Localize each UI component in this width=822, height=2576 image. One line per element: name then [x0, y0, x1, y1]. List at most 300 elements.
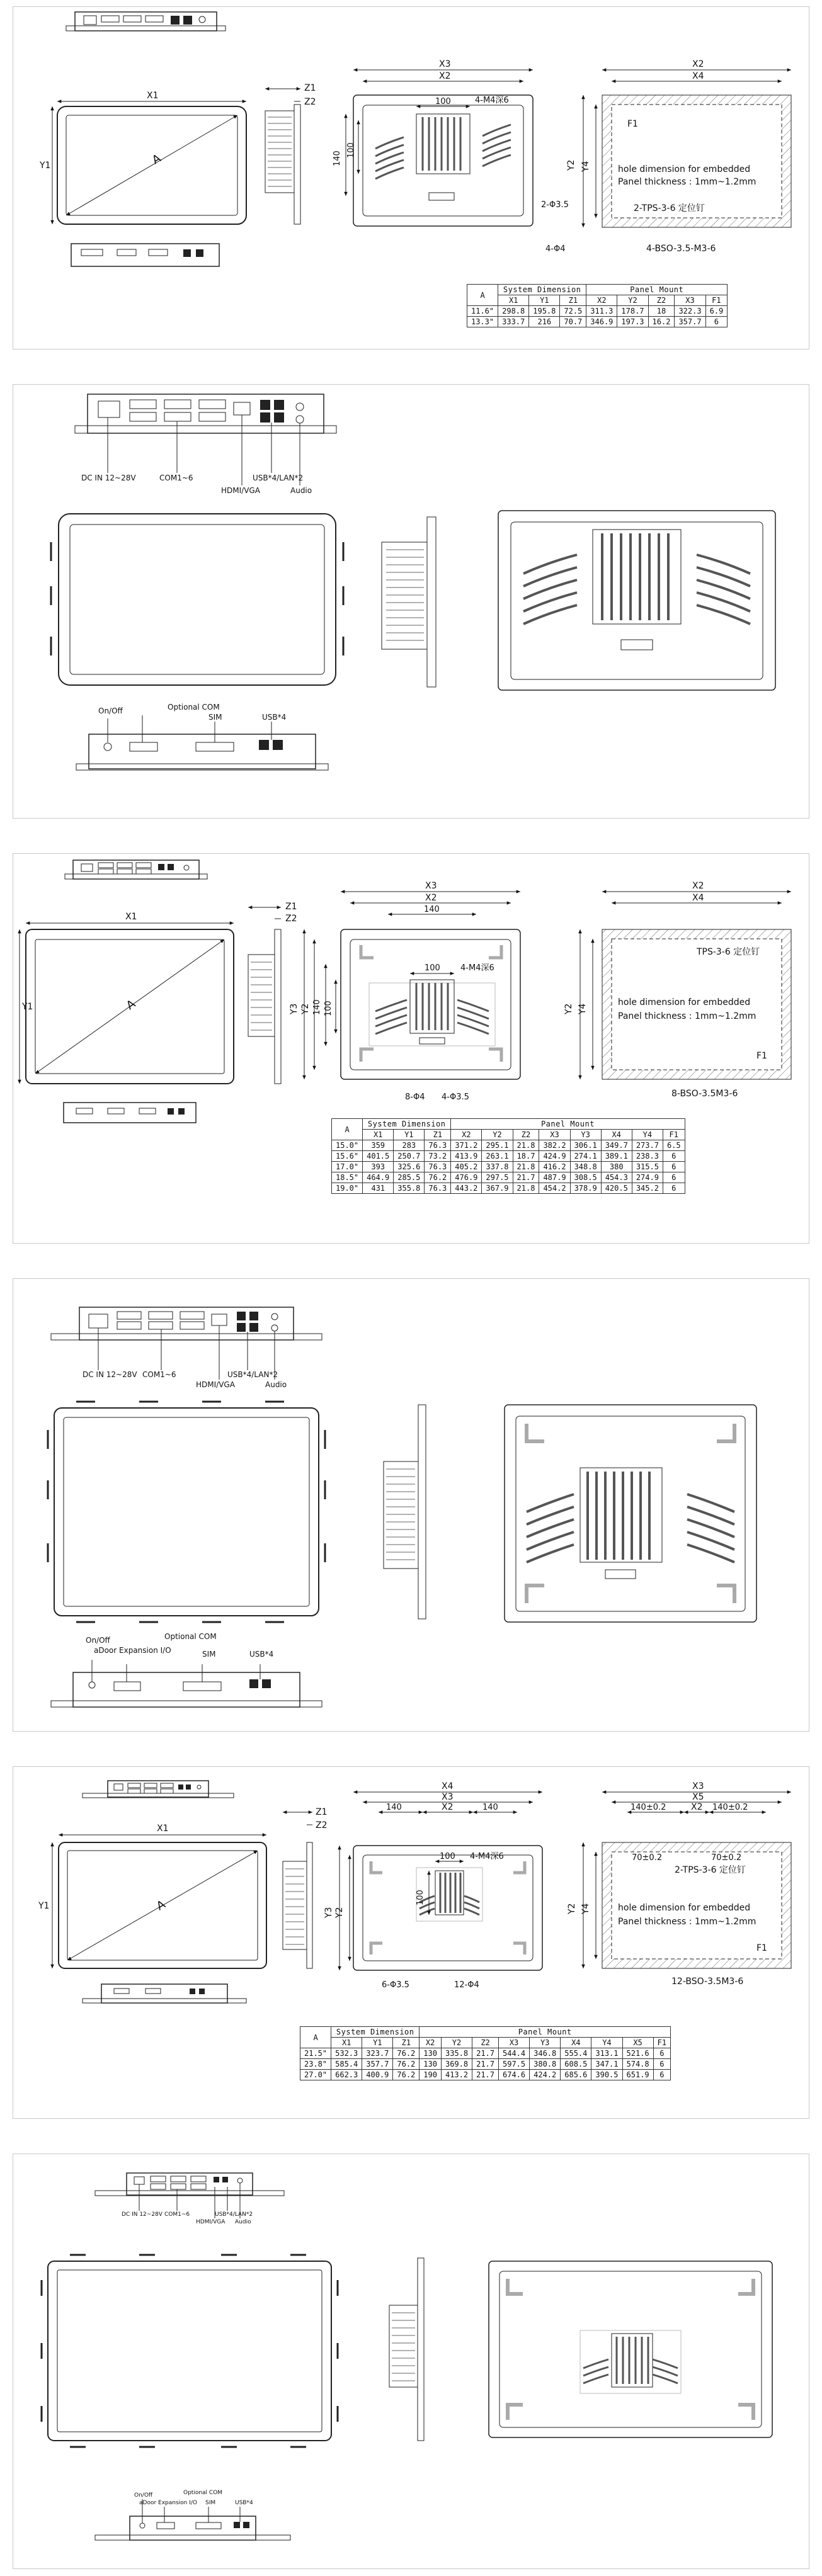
- d100v-label: 100: [324, 1001, 333, 1016]
- z1-label: Z1: [285, 902, 297, 912]
- cell: 574.8: [622, 2059, 653, 2070]
- x4-label: X4: [442, 1781, 454, 1791]
- label-audio: Audio: [265, 1380, 287, 1389]
- view-drawing-2: [13, 385, 810, 819]
- col-a: A: [467, 285, 498, 306]
- x1-label: X1: [147, 91, 159, 101]
- cell: 17.0": [332, 1162, 363, 1172]
- col-header: X3: [499, 2038, 530, 2048]
- group-panel-mount: Panel Mount: [451, 1119, 685, 1130]
- bso-label: 12-BSO-3.5M3-6: [671, 1977, 744, 1987]
- cell: 6: [653, 2059, 670, 2070]
- drawing-panel-6: [13, 2153, 809, 2569]
- side-view: [382, 517, 436, 687]
- cell: 178.7: [617, 306, 648, 317]
- front-view: [48, 1402, 325, 1622]
- col-header: Y1: [362, 2038, 393, 2048]
- cell: 15.0": [332, 1140, 363, 1151]
- cell: 21.8: [513, 1183, 539, 1194]
- f1-label: F1: [756, 1943, 767, 1953]
- m4-label: 4-M4深6: [460, 963, 494, 973]
- cell: 190: [420, 2070, 442, 2080]
- panel-cutout: [564, 881, 791, 1099]
- z2-label: Z2: [304, 97, 316, 107]
- cell: 382.2: [539, 1140, 570, 1151]
- bso-label: 8-BSO-3.5M3-6: [671, 1089, 738, 1099]
- group-system-dimension: System Dimension: [498, 285, 586, 295]
- p140b-label: 140±0.2: [712, 1803, 748, 1812]
- side-view: [265, 83, 316, 224]
- label-on-off: On/Off: [98, 706, 123, 715]
- cell: 371.2: [451, 1140, 482, 1151]
- cell: 597.5: [499, 2059, 530, 2070]
- col-header: X3: [675, 295, 705, 306]
- d140b-label: 140: [482, 1803, 498, 1812]
- x3-label: X3: [425, 881, 437, 891]
- cell: 608.5: [561, 2059, 591, 2070]
- col-header: Z2: [513, 1130, 539, 1140]
- cell: 323.7: [362, 2048, 393, 2059]
- cell: 73.2: [425, 1151, 451, 1162]
- d140v-label: 140: [333, 150, 342, 166]
- cell: 263.1: [482, 1151, 513, 1162]
- label-dc-in: DC IN 12~28V: [122, 2211, 163, 2218]
- cell: 283: [394, 1140, 425, 1151]
- d100-label: 100: [435, 97, 451, 106]
- cell: 345.2: [632, 1183, 663, 1194]
- table-row: [467, 306, 728, 317]
- col-header: X2: [420, 2038, 442, 2048]
- cell: 72.5: [560, 306, 586, 317]
- drawing-panel-2: [13, 384, 809, 819]
- io-panel-top: [83, 1781, 234, 1798]
- cell: 21.8: [513, 1162, 539, 1172]
- col-header: F1: [663, 1130, 685, 1140]
- cell: 544.4: [499, 2048, 530, 2059]
- f1-label: F1: [627, 119, 638, 129]
- cell: 6.9: [705, 306, 728, 317]
- io-panel-bottom: [83, 1984, 246, 2003]
- cell: 389.1: [601, 1151, 632, 1162]
- y1-label: Y1: [38, 1901, 50, 1911]
- z1-label: Z1: [316, 1807, 328, 1817]
- col-header: F1: [653, 2038, 670, 2048]
- py4-label: Y4: [581, 161, 591, 172]
- x1-label: X1: [157, 1824, 169, 1834]
- px2-label: X2: [692, 881, 704, 891]
- col-header: F1: [705, 295, 728, 306]
- drawing-panel-5: [13, 1766, 809, 2119]
- col-header: X1: [331, 2038, 362, 2048]
- y2-label: Y2: [334, 1907, 345, 1918]
- cell: 369.8: [441, 2059, 472, 2070]
- py2-label: Y2: [567, 1903, 577, 1914]
- d100v-label: 100: [416, 1890, 425, 1905]
- label-sim: SIM: [205, 2500, 216, 2506]
- d100-label: 100: [440, 1852, 455, 1861]
- cell: 273.7: [632, 1140, 663, 1151]
- col-header: Z1: [425, 1130, 451, 1140]
- px4-label: X4: [692, 893, 704, 903]
- cell: 487.9: [539, 1172, 570, 1183]
- table-row: [300, 2048, 671, 2059]
- cell: 349.7: [601, 1140, 632, 1151]
- z1-label: Z1: [304, 83, 316, 93]
- col-header: Z2: [648, 295, 675, 306]
- hole4-label: 4-Φ4: [545, 244, 566, 254]
- label-usb4: USB*4: [249, 1650, 274, 1659]
- col-header: Y4: [591, 2038, 622, 2048]
- cell: 21.7: [472, 2048, 499, 2059]
- cell: 18: [648, 306, 675, 317]
- rear-view: [289, 881, 520, 1102]
- cell: 285.5: [394, 1172, 425, 1183]
- label-on-off: On/Off: [86, 1636, 110, 1645]
- label-usb4: USB*4: [235, 2500, 253, 2506]
- y3-label: Y3: [324, 1907, 334, 1918]
- cell: 424.2: [530, 2070, 561, 2080]
- col-header: X2: [451, 1130, 482, 1140]
- cell: 416.2: [539, 1162, 570, 1172]
- cell: 378.9: [570, 1183, 601, 1194]
- py2-label: Y2: [566, 159, 576, 171]
- cell: 21.5": [300, 2048, 331, 2059]
- cell: 216: [529, 317, 560, 327]
- cell: 311.3: [586, 306, 617, 317]
- cell: 325.6: [394, 1162, 425, 1172]
- cell: 420.5: [601, 1183, 632, 1194]
- io-panel-bottom: [71, 244, 219, 266]
- cell: 390.5: [591, 2070, 622, 2080]
- rear-view: [498, 511, 775, 690]
- view-drawing-6: [13, 2154, 810, 2570]
- cell: 532.3: [331, 2048, 362, 2059]
- io-panel-top: [65, 860, 207, 879]
- cell: 130: [420, 2048, 442, 2059]
- x3-label: X3: [442, 1792, 454, 1802]
- cell: 431: [363, 1183, 394, 1194]
- table-row: [300, 2070, 671, 2080]
- label-usb-lan: USB*4/LAN*2: [227, 1370, 278, 1379]
- cell: 313.1: [591, 2048, 622, 2059]
- cell: 6: [663, 1172, 685, 1183]
- hole-note-1: hole dimension for embedded: [618, 1903, 751, 1913]
- x2-label: X2: [442, 1802, 454, 1812]
- hole4-label: 8-Φ4: [405, 1092, 425, 1102]
- io-panel-top: [75, 394, 336, 485]
- cell: 6: [663, 1162, 685, 1172]
- py2-label: Y2: [564, 1003, 574, 1014]
- drawing-panel-4: [13, 1278, 809, 1732]
- col-header: Z1: [560, 295, 586, 306]
- label-sim: SIM: [202, 1650, 216, 1659]
- label-com: COM1~6: [142, 1370, 176, 1379]
- cell: 424.9: [539, 1151, 570, 1162]
- cell: 295.1: [482, 1140, 513, 1151]
- cell: 380.8: [530, 2059, 561, 2070]
- px3-label: X3: [692, 1781, 704, 1791]
- m4-label: 4-M4深6: [475, 96, 509, 105]
- label-adoor-io: aDoor Expansion I/O: [94, 1646, 171, 1655]
- cell: 359: [363, 1140, 394, 1151]
- x3-label: X3: [439, 59, 451, 69]
- cell: 357.7: [675, 317, 705, 327]
- io-panel-bottom: [51, 1660, 322, 1707]
- hole-note-2: Panel thickness : 1mm~1.2mm: [618, 177, 756, 187]
- side-view: [283, 1807, 328, 1968]
- cell: 337.8: [482, 1162, 513, 1172]
- hole35-label: 4-Φ3.5: [442, 1092, 469, 1102]
- cell: 380: [601, 1162, 632, 1172]
- d140a-label: 140: [386, 1803, 402, 1812]
- y1-label: Y1: [22, 1002, 33, 1012]
- cell: 238.3: [632, 1151, 663, 1162]
- hole-note-1: hole dimension for embedded: [618, 164, 751, 174]
- front-view: [51, 514, 343, 685]
- y3-label: Y3: [289, 1003, 299, 1014]
- io-panel-top: [66, 12, 225, 31]
- label-audio: Audio: [235, 2219, 251, 2225]
- cell: 6: [663, 1183, 685, 1194]
- cell: 21.7: [513, 1172, 539, 1183]
- label-adoor-io: aDoor Expansion I/O: [139, 2500, 197, 2506]
- group-system-dimension: System Dimension: [331, 2027, 420, 2038]
- cell: 76.2: [393, 2059, 420, 2070]
- cell: 21.7: [472, 2059, 499, 2070]
- tps-label: TPS-3-6 定位钉: [697, 947, 760, 957]
- tps-label: 2-TPS-3-6 定位钉: [634, 203, 705, 213]
- p140a-label: 140±0.2: [631, 1803, 666, 1812]
- hole-note-2: Panel thickness : 1mm~1.2mm: [618, 1917, 756, 1927]
- rear-view: [324, 1781, 542, 1990]
- cell: 348.8: [570, 1162, 601, 1172]
- col-header: X4: [561, 2038, 591, 2048]
- col-header: X5: [622, 2038, 653, 2048]
- d100-label: 100: [425, 963, 440, 973]
- cell: 393: [363, 1162, 394, 1172]
- cell: 454.2: [539, 1183, 570, 1194]
- label-on-off: On/Off: [134, 2492, 153, 2499]
- cell: 6.5: [663, 1140, 685, 1151]
- cell: 76.3: [425, 1162, 451, 1172]
- cell: 651.9: [622, 2070, 653, 2080]
- cell: 521.6: [622, 2048, 653, 2059]
- px4-label: X4: [692, 71, 704, 81]
- cell: 454.3: [601, 1172, 632, 1183]
- cell: 405.2: [451, 1162, 482, 1172]
- d140-label: 140: [424, 905, 440, 914]
- hole-note-2: Panel thickness : 1mm~1.2mm: [618, 1011, 756, 1021]
- front-view: [39, 91, 246, 224]
- tps-label: 2-TPS-3-6 定位钉: [675, 1865, 746, 1875]
- table-row: [332, 1172, 685, 1183]
- cell: 21.7: [472, 2070, 499, 2080]
- col-header: X1: [363, 1130, 394, 1140]
- label-hdmi: HDMI/VGA: [196, 1380, 235, 1389]
- cell: 322.3: [675, 306, 705, 317]
- cell: 6: [653, 2070, 670, 2080]
- label-usb4: USB*4: [262, 713, 287, 722]
- x1-label: X1: [125, 912, 137, 922]
- label-optional-com: Optional COM: [168, 703, 220, 712]
- cell: 13.3": [467, 317, 498, 327]
- cell: 346.8: [530, 2048, 561, 2059]
- view-drawing-4: [13, 1279, 810, 1732]
- drawing-panel-1: [13, 6, 809, 349]
- z2-label: Z2: [285, 914, 297, 924]
- cell: 308.5: [570, 1172, 601, 1183]
- spec-table-3: [331, 1118, 685, 1194]
- cell: 18.5": [332, 1172, 363, 1183]
- col-header: Y2: [441, 2038, 472, 2048]
- py4-label: Y4: [581, 1903, 591, 1914]
- cell: 6: [653, 2048, 670, 2059]
- rear-view: [505, 1405, 756, 1622]
- cell: 346.9: [586, 317, 617, 327]
- table-row: [467, 317, 728, 327]
- p70b-label: 70±0.2: [711, 1853, 742, 1863]
- cell: 23.8": [300, 2059, 331, 2070]
- col-header: Y4: [632, 1130, 663, 1140]
- col-header: Y3: [570, 1130, 601, 1140]
- col-header: X2: [586, 295, 617, 306]
- panel-cutout: [566, 59, 791, 254]
- f1-label: F1: [756, 1051, 767, 1061]
- io-panel-bottom: [64, 1103, 196, 1123]
- diagonal-label: A: [154, 1897, 168, 1914]
- d140v-label: 140: [312, 999, 322, 1015]
- cell: 6: [705, 317, 728, 327]
- cell: 674.6: [499, 2070, 530, 2080]
- col-header: Z1: [393, 2038, 420, 2048]
- col-header: Y2: [617, 295, 648, 306]
- side-view: [248, 902, 297, 1084]
- cell: 76.2: [393, 2070, 420, 2080]
- cell: 685.6: [561, 2070, 591, 2080]
- y2-label: Y2: [300, 1003, 311, 1014]
- table-row: [332, 1151, 685, 1162]
- diagonal-label: A: [150, 151, 164, 167]
- cell: 15.6": [332, 1151, 363, 1162]
- col-header: Y2: [482, 1130, 513, 1140]
- label-dc-in: DC IN 12~28V: [81, 474, 136, 482]
- cell: 413.2: [441, 2070, 472, 2080]
- label-hdmi: HDMI/VGA: [221, 486, 260, 495]
- py4-label: Y4: [578, 1003, 588, 1014]
- panel-cutout: [567, 1781, 791, 1987]
- table-row: [332, 1140, 685, 1151]
- cell: 76.2: [393, 2048, 420, 2059]
- cell: 335.8: [441, 2048, 472, 2059]
- label-com: COM1~6: [159, 474, 193, 482]
- col-header: Y1: [394, 1130, 425, 1140]
- cell: 16.2: [648, 317, 675, 327]
- cell: 11.6": [467, 306, 498, 317]
- cell: 274.1: [570, 1151, 601, 1162]
- front-view: [20, 912, 234, 1084]
- cell: 298.8: [498, 306, 529, 317]
- col-header: X3: [539, 1130, 570, 1140]
- px5-label: X5: [692, 1792, 704, 1802]
- cell: 401.5: [363, 1151, 394, 1162]
- cell: 367.9: [482, 1183, 513, 1194]
- cell: 274.9: [632, 1172, 663, 1183]
- group-panel-mount: Panel Mount: [420, 2027, 671, 2038]
- cell: 306.1: [570, 1140, 601, 1151]
- cell: 76.3: [425, 1183, 451, 1194]
- front-view: [38, 1824, 266, 1968]
- cell: 662.3: [331, 2070, 362, 2080]
- hole-note-1: hole dimension for embedded: [618, 997, 751, 1007]
- cell: 19.0": [332, 1183, 363, 1194]
- m4-label: 4-M4深6: [470, 1852, 504, 1861]
- cell: 476.9: [451, 1172, 482, 1183]
- cell: 18.7: [513, 1151, 539, 1162]
- label-sim: SIM: [208, 713, 222, 722]
- cell: 195.8: [529, 306, 560, 317]
- table-row: [332, 1183, 685, 1194]
- cell: 555.4: [561, 2048, 591, 2059]
- cell: 357.7: [362, 2059, 393, 2070]
- col-a: A: [332, 1119, 363, 1140]
- cell: 70.7: [560, 317, 586, 327]
- label-hdmi: HDMI/VGA: [196, 2219, 225, 2225]
- group-system-dimension: System Dimension: [363, 1119, 451, 1130]
- cell: 21.8: [513, 1140, 539, 1151]
- cell: 315.5: [632, 1162, 663, 1172]
- diagonal-label: A: [123, 997, 138, 1013]
- rear-view: [333, 59, 569, 254]
- cell: 400.9: [362, 2070, 393, 2080]
- p70a-label: 70±0.2: [632, 1853, 663, 1863]
- label-optional-com: Optional COM: [164, 1632, 217, 1641]
- col-header: X4: [601, 1130, 632, 1140]
- side-view: [384, 1405, 426, 1619]
- io-panel-top: [51, 1307, 322, 1380]
- spec-table-1: [467, 284, 728, 327]
- col-header: Y1: [529, 295, 560, 306]
- cell: 250.7: [394, 1151, 425, 1162]
- cell: 6: [663, 1151, 685, 1162]
- px2-label: X2: [692, 59, 704, 69]
- cell: 413.9: [451, 1151, 482, 1162]
- cell: 464.9: [363, 1172, 394, 1183]
- label-usb-lan: USB*4/LAN*2: [253, 474, 304, 482]
- io-panel-bottom: [76, 715, 328, 770]
- cell: 333.7: [498, 317, 529, 327]
- cell: 197.3: [617, 317, 648, 327]
- col-header: Y3: [530, 2038, 561, 2048]
- table-row: [300, 2059, 671, 2070]
- y1-label: Y1: [40, 161, 51, 171]
- d100v-label: 100: [346, 142, 356, 158]
- cell: 355.8: [394, 1183, 425, 1194]
- group-panel-mount: Panel Mount: [586, 285, 728, 295]
- label-usb-lan: USB*4/LAN*2: [215, 2211, 253, 2218]
- label-com: COM1~6: [164, 2211, 190, 2218]
- px2-label: X2: [691, 1802, 703, 1812]
- table-row: [332, 1162, 685, 1172]
- bso-label: 4-BSO-3.5-M3-6: [646, 244, 716, 254]
- x2-label: X2: [439, 71, 451, 81]
- cell: 27.0": [300, 2070, 331, 2080]
- z2-label: Z2: [316, 1820, 328, 1830]
- col-a: A: [300, 2027, 331, 2048]
- cell: 297.5: [482, 1172, 513, 1183]
- col-header: Z2: [472, 2038, 499, 2048]
- spec-table-5: [300, 2026, 671, 2080]
- cell: 347.1: [591, 2059, 622, 2070]
